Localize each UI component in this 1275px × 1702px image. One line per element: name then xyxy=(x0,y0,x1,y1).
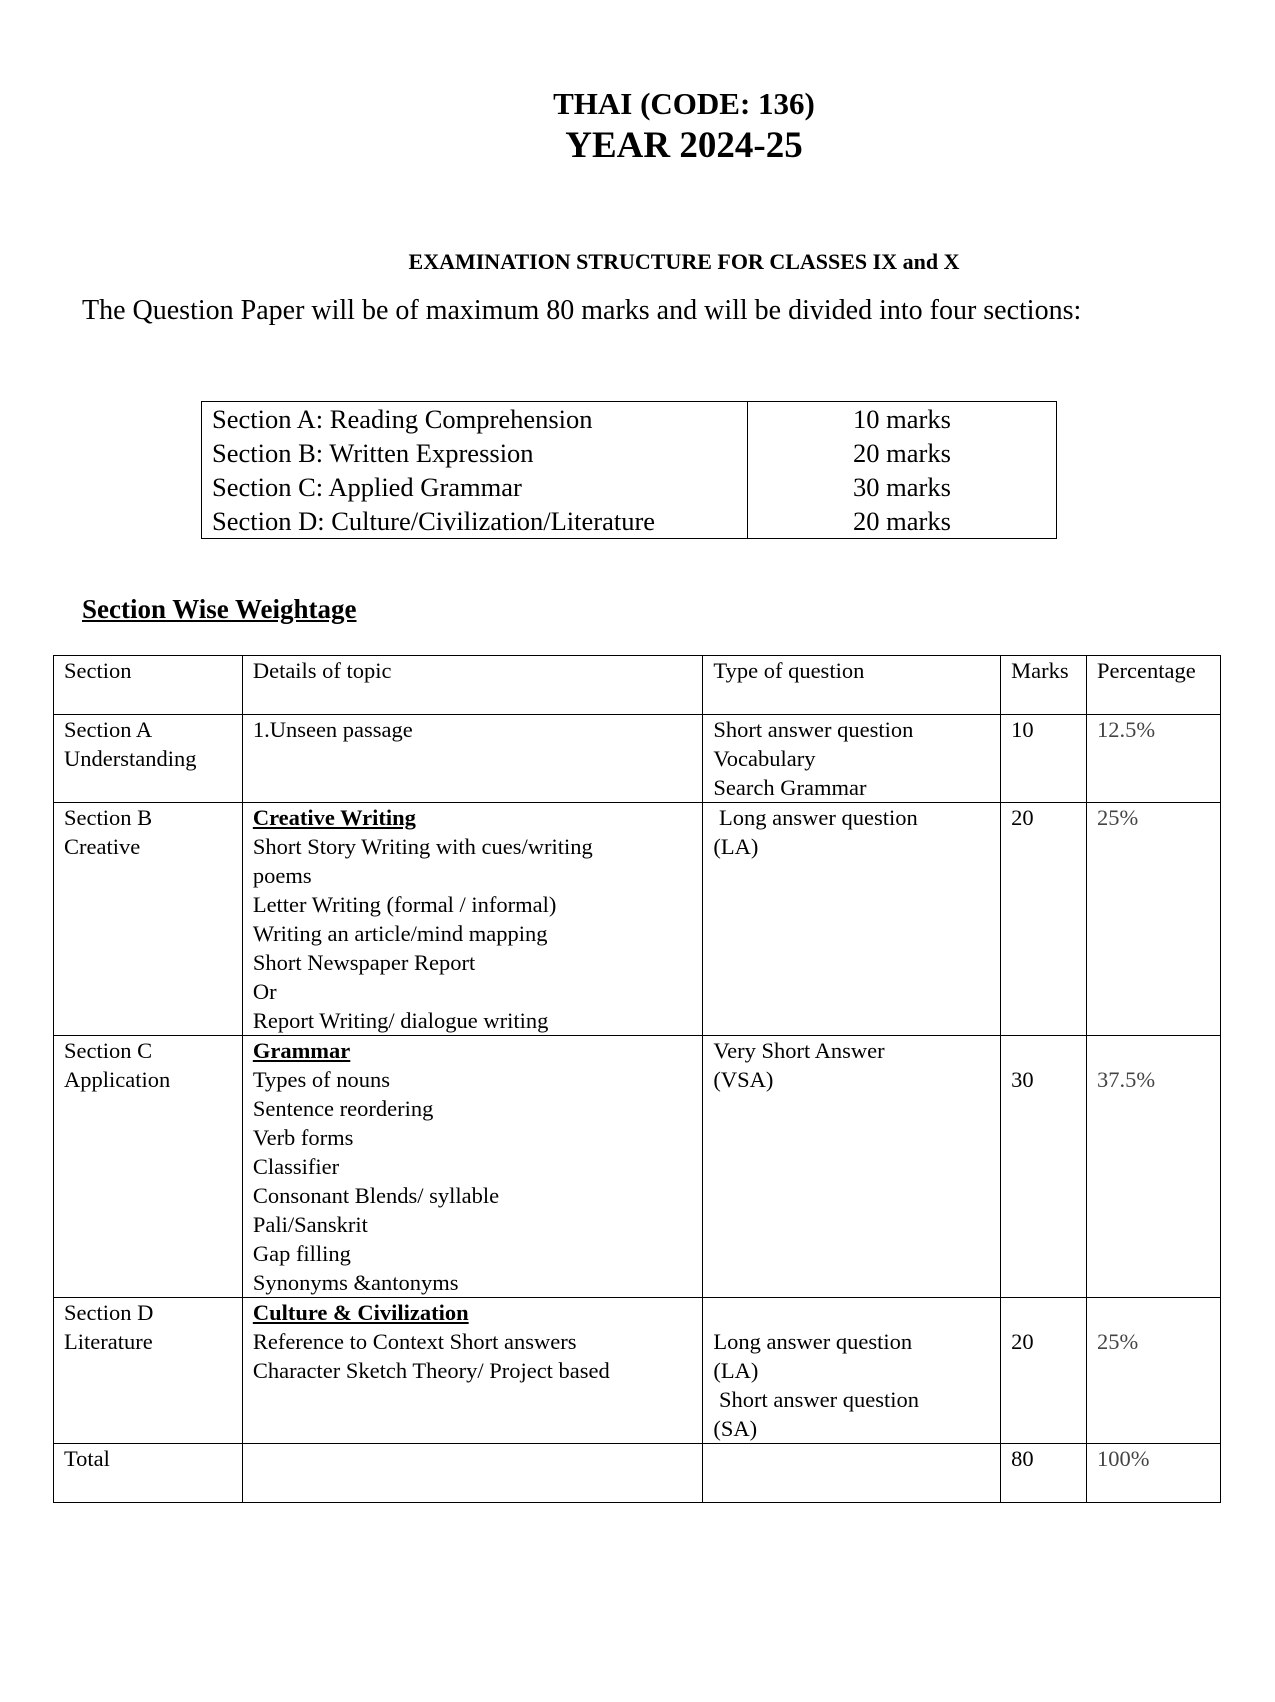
section-cell xyxy=(54,803,243,1036)
section-name: Understanding xyxy=(64,746,197,771)
percentage-cell: 12.5% xyxy=(1087,715,1221,803)
summary-marks xyxy=(748,402,1057,539)
topic-item: Writing an article/mind mapping xyxy=(252,921,548,946)
marks-summary-table xyxy=(201,401,1057,539)
percentage-cell: 25% xyxy=(1087,803,1221,1036)
table-row xyxy=(54,1298,1221,1444)
marks-cell: 30 xyxy=(1001,1036,1087,1298)
section-name: Section A xyxy=(64,717,153,742)
question-type-cell xyxy=(703,1298,1001,1444)
question-type-cell xyxy=(703,1036,1001,1298)
topic-item: Consonant Blends/ syllable xyxy=(252,1183,500,1208)
topic-item: 1.Unseen passage xyxy=(252,717,413,742)
topic-heading: Grammar xyxy=(252,1038,351,1063)
question-type: (VSA) xyxy=(713,1067,774,1092)
question-type: Short answer question xyxy=(713,717,914,742)
empty-cell xyxy=(703,1444,1001,1503)
topic-item: Pali/Sanskrit xyxy=(252,1212,368,1237)
question-type-cell xyxy=(703,715,1001,803)
column-header: Details of topic xyxy=(242,656,703,715)
summary-sections xyxy=(202,402,748,539)
column-header: Percentage xyxy=(1087,656,1221,715)
summary-mark: 10 marks xyxy=(853,404,951,434)
topic-cell xyxy=(242,715,703,803)
topic-item: Report Writing/ dialogue writing xyxy=(252,1008,549,1033)
section-cell xyxy=(54,1036,243,1298)
total-row xyxy=(54,1444,1221,1503)
topic-item: Sentence reordering xyxy=(252,1096,434,1121)
summary-mark: 20 marks xyxy=(853,438,951,468)
table-row xyxy=(54,803,1221,1036)
section-cell xyxy=(54,715,243,803)
column-header: Type of question xyxy=(703,656,1001,715)
topic-cell xyxy=(242,1298,703,1444)
topic-item: poems xyxy=(252,863,312,888)
topic-cell xyxy=(242,803,703,1036)
question-type: Long answer question xyxy=(713,1329,913,1354)
question-type: Vocabulary xyxy=(713,746,816,771)
question-type: (LA) xyxy=(713,834,759,859)
topic-item: Letter Writing (formal / informal) xyxy=(252,892,557,917)
percentage-cell: 37.5% xyxy=(1087,1036,1221,1298)
question-type: Short answer question xyxy=(713,1387,920,1412)
header-row xyxy=(54,656,1221,715)
section-name: Application xyxy=(64,1067,171,1092)
summary-mark: 20 marks xyxy=(853,506,951,536)
total-label: Total xyxy=(54,1444,243,1503)
summary-section: Section D: Culture/Civilization/Literature xyxy=(212,506,656,536)
empty-cell xyxy=(242,1444,703,1503)
question-type: Search Grammar xyxy=(713,775,867,800)
question-type: Long answer question xyxy=(713,805,918,830)
column-header: Marks xyxy=(1001,656,1087,715)
document-year: YEAR 2024-25 xyxy=(565,125,803,166)
summary-mark: 30 marks xyxy=(853,472,951,502)
document-title: THAI (CODE: 136) xyxy=(553,86,815,121)
total-marks: 80 xyxy=(1001,1444,1087,1503)
section-name: Section B xyxy=(64,805,153,830)
column-header: Section xyxy=(54,656,243,715)
topic-item: Classifier xyxy=(252,1154,340,1179)
section-name: Section C xyxy=(64,1038,153,1063)
intro-text: The Question Paper will be of maximum 80 marks and will be divided into four sections: xyxy=(82,295,1082,326)
marks-cell: 20 xyxy=(1001,1298,1087,1444)
topic-item: Types of nouns xyxy=(252,1067,390,1092)
topic-item: Gap filling xyxy=(252,1241,351,1266)
section-name: Section D xyxy=(64,1300,154,1325)
topic-item: Verb forms xyxy=(252,1125,354,1150)
topic-item: Or xyxy=(252,979,277,1004)
topic-cell xyxy=(242,1036,703,1298)
section-name: Creative xyxy=(64,834,141,859)
marks-cell: 10 xyxy=(1001,715,1087,803)
summary-row xyxy=(202,402,1057,539)
percentage-cell: 25% xyxy=(1087,1298,1221,1444)
summary-section: Section B: Written Expression xyxy=(212,438,534,468)
question-type: Very Short Answer xyxy=(713,1038,885,1063)
topic-item: Short Newspaper Report xyxy=(252,950,476,975)
summary-section: Section C: Applied Grammar xyxy=(212,472,522,502)
table-row xyxy=(54,1036,1221,1298)
table-row xyxy=(54,715,1221,803)
summary-section: Section A: Reading Comprehension xyxy=(212,404,593,434)
weightage-table xyxy=(53,655,1221,1503)
total-percentage: 100% xyxy=(1087,1444,1221,1503)
topic-item: Reference to Context Short answers xyxy=(252,1329,577,1354)
topic-item: Synonyms &antonyms xyxy=(252,1270,459,1295)
section-name: Literature xyxy=(64,1329,153,1354)
topic-heading: Culture & Civilization xyxy=(252,1300,469,1325)
question-type-cell xyxy=(703,803,1001,1036)
section-cell xyxy=(54,1298,243,1444)
exam-structure-heading: EXAMINATION STRUCTURE FOR CLASSES IX and X xyxy=(408,249,960,274)
question-type: (SA) xyxy=(713,1416,758,1441)
topic-heading: Creative Writing xyxy=(252,805,416,830)
marks-cell: 20 xyxy=(1001,803,1087,1036)
section-wise-weightage-heading: Section Wise Weightage xyxy=(82,594,357,624)
topic-item: Short Story Writing with cues/writing xyxy=(252,834,593,859)
topic-item: Character Sketch Theory/ Project based xyxy=(252,1358,610,1383)
question-type: (LA) xyxy=(713,1358,759,1383)
